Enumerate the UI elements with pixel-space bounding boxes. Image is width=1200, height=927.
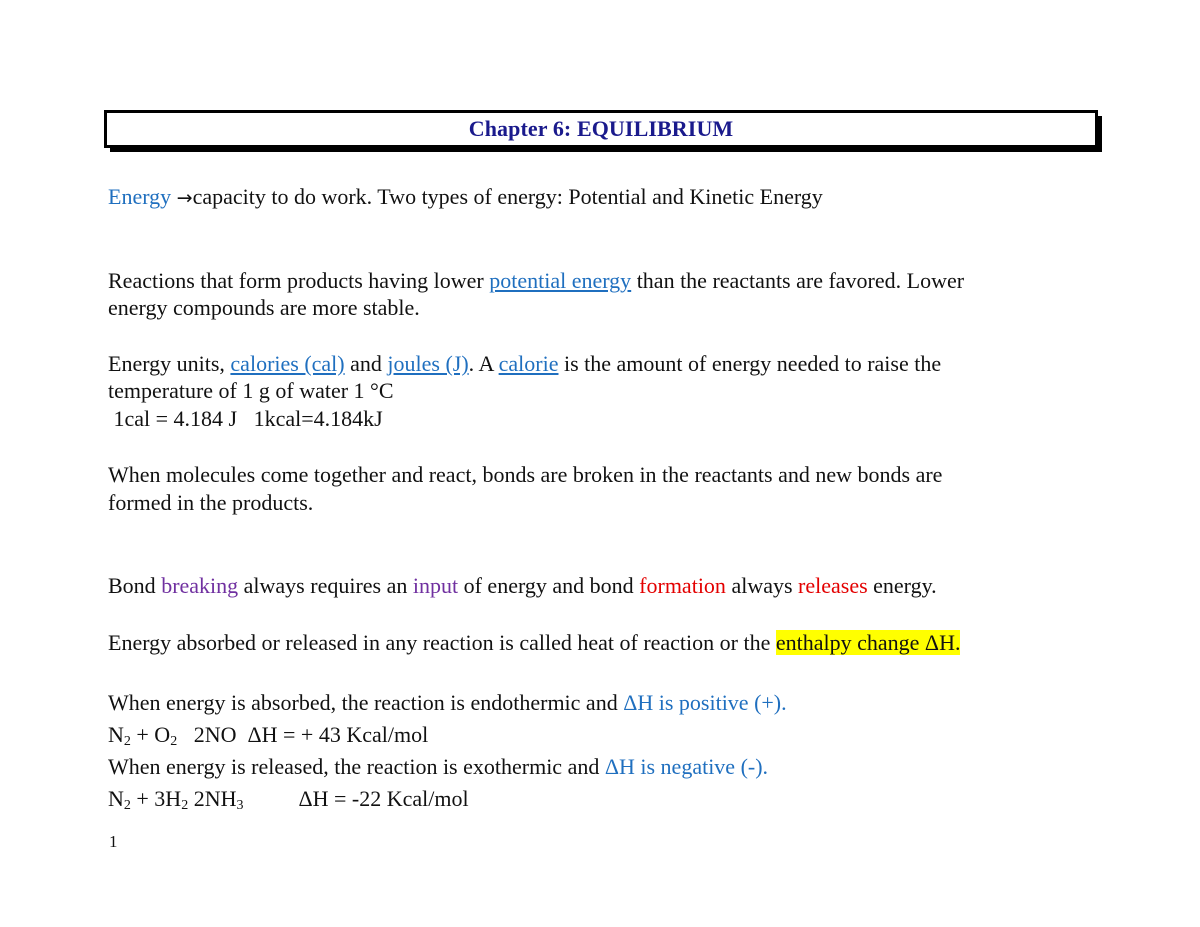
- units-text-a: Energy units,: [108, 351, 231, 376]
- chapter-title: Chapter 6: EQUILIBRIUM: [468, 116, 734, 141]
- units-conversion-line: 1cal = 4.184 J 1kcal=4.184kJ: [108, 406, 383, 431]
- reactions-text-a: Reactions that form products having lower: [108, 268, 490, 293]
- eq2-delta-h: ΔH = -22 Kcal/mol: [243, 786, 469, 811]
- units-text-d: is the amount of energy needed to raise the: [558, 351, 942, 376]
- endothermic-line: [108, 689, 787, 716]
- bond-energy-line: [108, 572, 937, 599]
- page-number: 1: [109, 832, 118, 851]
- eq2-nh-subscript: 3: [236, 798, 244, 813]
- eq1-o-subscript: 2: [170, 734, 178, 749]
- exothermic-line: [108, 753, 768, 780]
- enthalpy-change-highlight: enthalpy change ΔH.: [775, 630, 961, 655]
- dh-negative-term: ΔH is negative (-).: [604, 754, 769, 779]
- endothermic-text: When energy is absorbed, the reaction is endothermic and: [108, 690, 624, 715]
- eq1-product: 2NO ΔH = + 43 Kcal/mol: [182, 722, 429, 747]
- equation-1: [108, 721, 428, 750]
- reactions-line-1: [108, 267, 964, 294]
- eq1-plus-o: + O: [130, 722, 171, 747]
- bond-text-b: always requires an: [238, 573, 413, 598]
- exothermic-text: When energy is released, the reaction is exothermic and: [108, 754, 605, 779]
- equation-2: [108, 785, 469, 814]
- eq2-n: N: [108, 786, 124, 811]
- enthalpy-line: [108, 629, 960, 656]
- eq1-n-subscript: 2: [123, 734, 131, 749]
- releases-term: releases: [798, 573, 868, 598]
- bond-text-e: energy.: [867, 573, 937, 598]
- molecules-line-2: formed in the products.: [108, 490, 314, 515]
- energy-term: Energy: [108, 184, 172, 209]
- units-line-2: temperature of 1 g of water 1 °C: [108, 378, 394, 403]
- units-line-1: [108, 350, 941, 377]
- calorie-link[interactable]: calorie: [498, 351, 559, 376]
- calories-link[interactable]: calories (cal): [230, 351, 345, 376]
- reactions-text-b: than the reactants are favored. Lower: [631, 268, 965, 293]
- chapter-title-box: [104, 110, 1098, 148]
- bond-text-c: of energy and bond: [458, 573, 640, 598]
- units-text-b: and: [344, 351, 388, 376]
- eq2-plus-h: + 3H: [130, 786, 182, 811]
- input-term: input: [412, 573, 459, 598]
- breaking-term: breaking: [161, 573, 239, 598]
- dh-positive-term: ΔH is positive (+).: [623, 690, 787, 715]
- eq2-product: 2NH: [193, 786, 237, 811]
- potential-energy-link[interactable]: potential energy: [489, 268, 632, 293]
- energy-definition-line: [108, 183, 823, 212]
- energy-definition-text: capacity to do work. Two types of energy: Potential and Kinetic Energy: [192, 184, 823, 209]
- right-arrow-icon: →: [176, 187, 193, 209]
- bond-text-d: always: [725, 573, 799, 598]
- formation-term: formation: [639, 573, 726, 598]
- bond-text-a: Bond: [108, 573, 162, 598]
- eq2-h-subscript: 2: [181, 798, 189, 813]
- title-box-frame: [104, 110, 1098, 148]
- eq2-n-subscript: 2: [123, 798, 131, 813]
- molecules-line-1: When molecules come together and react, bonds are broken in the reactants and new bonds are: [108, 462, 943, 487]
- enthalpy-text: Energy absorbed or released in any reaction is called heat of reaction or the: [108, 630, 776, 655]
- eq1-n: N: [108, 722, 124, 747]
- joules-link[interactable]: joules (J): [387, 351, 469, 376]
- reactions-line-2: energy compounds are more stable.: [108, 295, 420, 320]
- units-text-c: . A: [468, 351, 499, 376]
